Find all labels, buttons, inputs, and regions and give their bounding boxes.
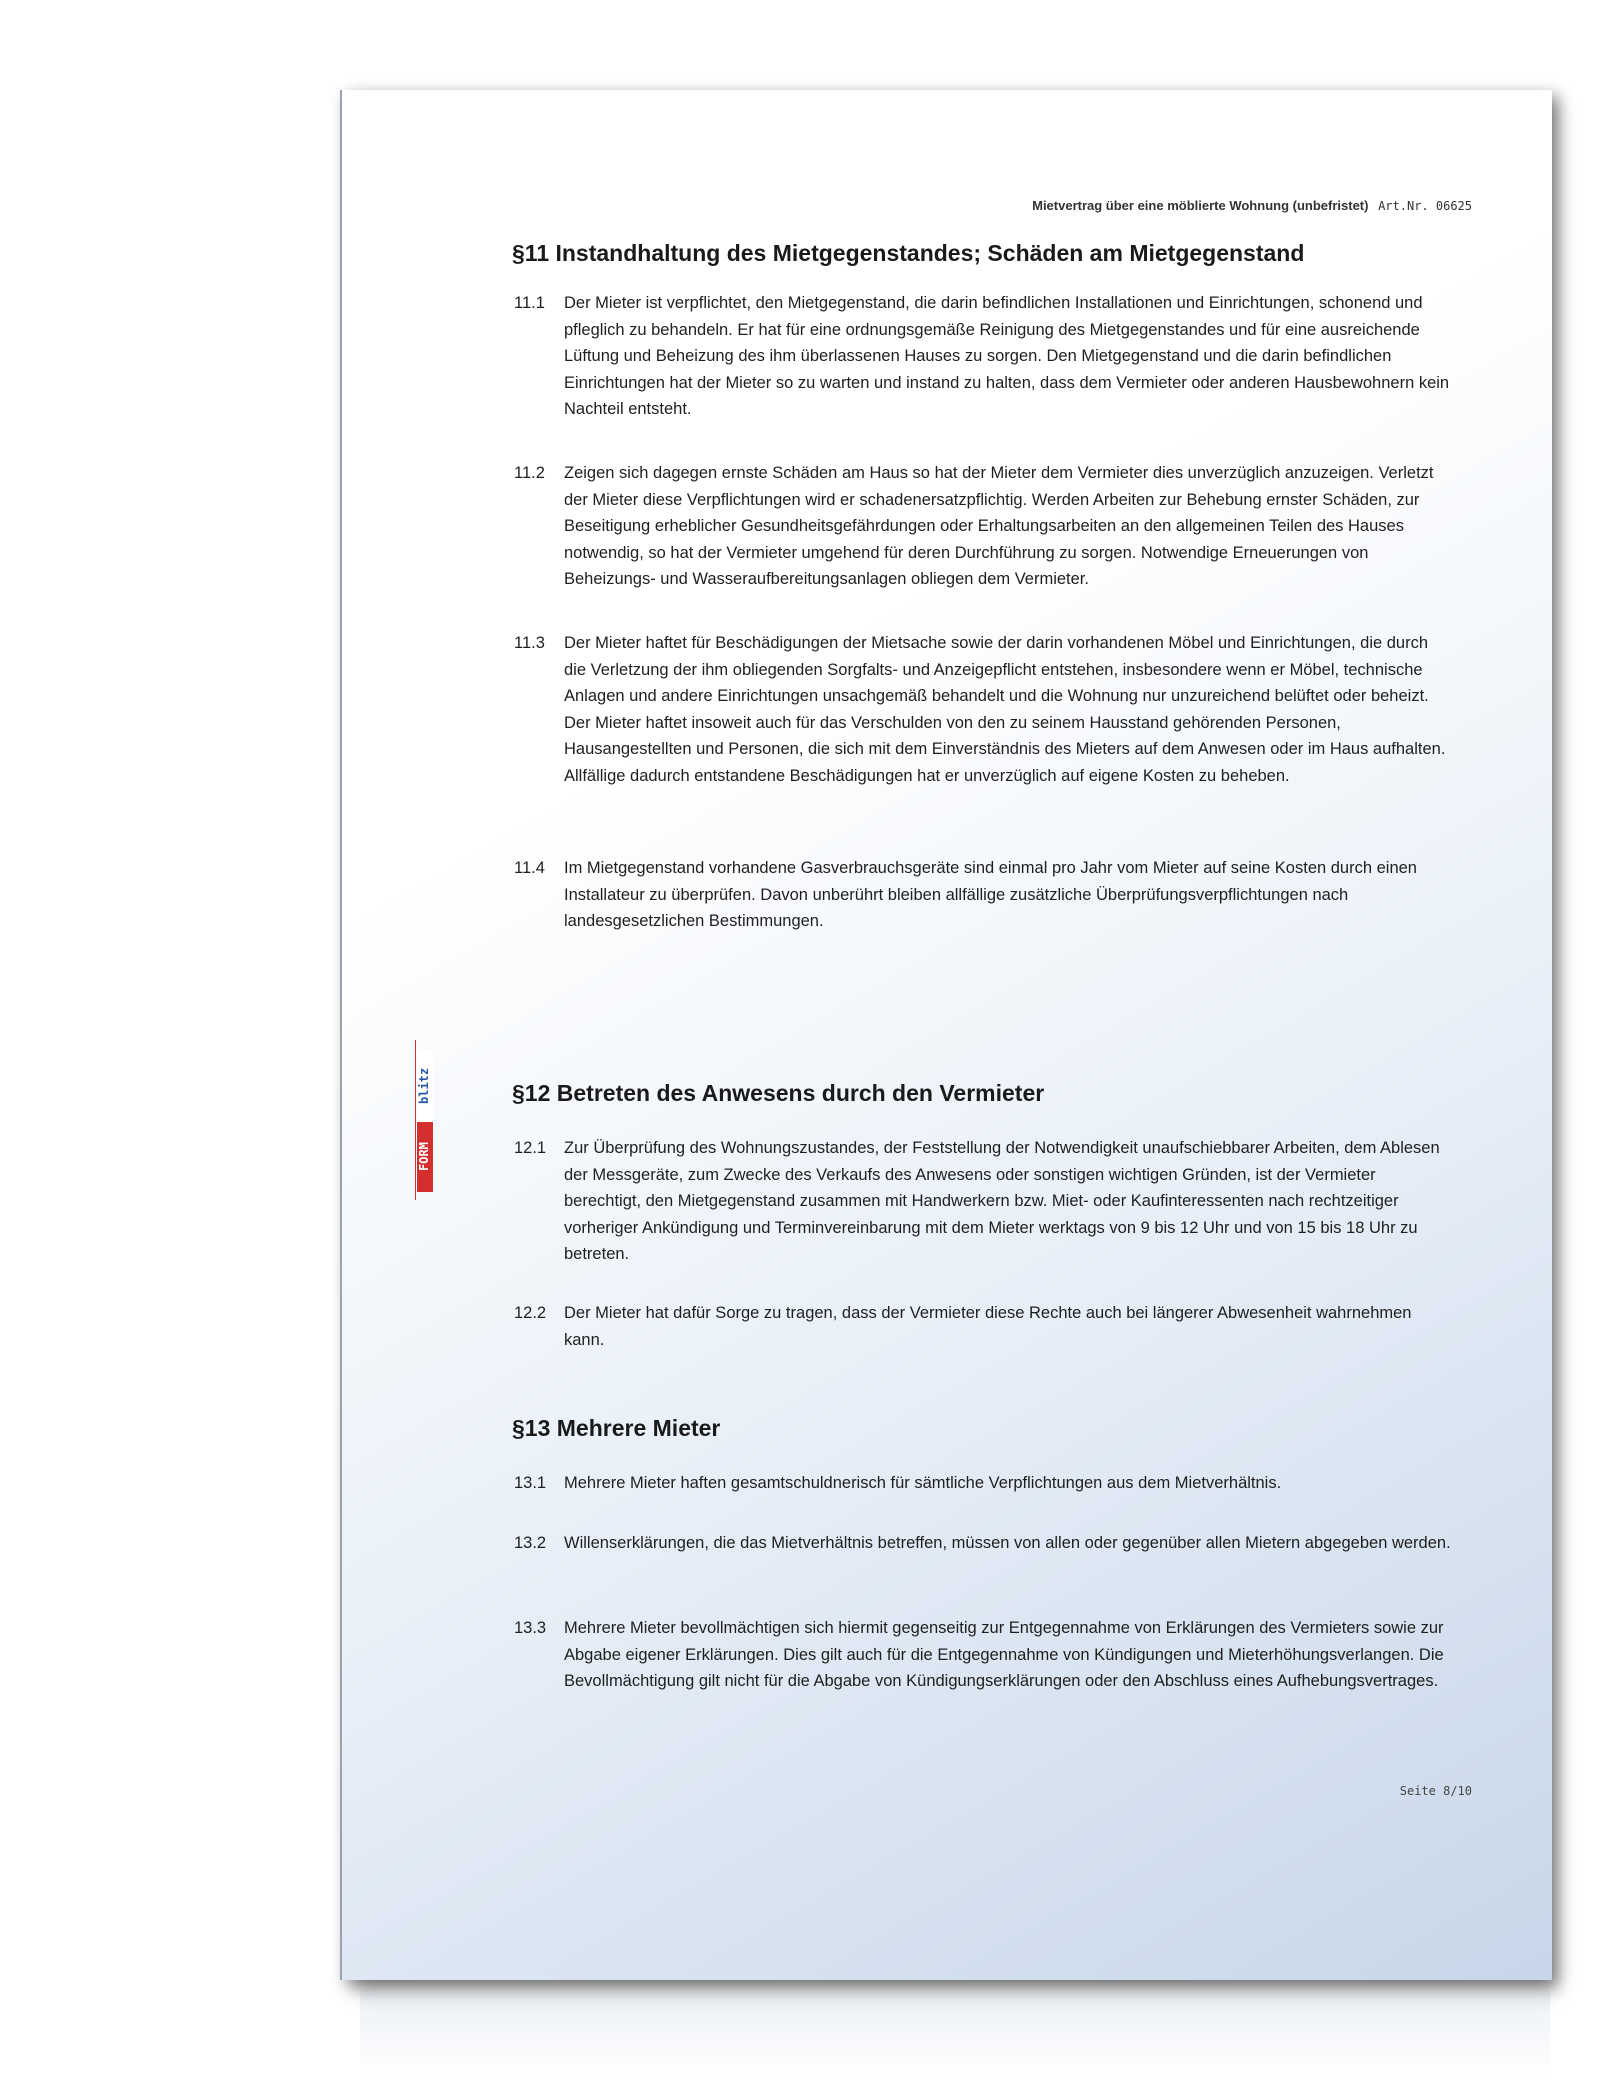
paragraph-11-3 bbox=[514, 630, 1454, 789]
paragraph-text: Willenserklärungen, die das Mietverhältnis betreffen, müssen von allen oder gegenüber allen Mietern abgegeben werden. bbox=[564, 1534, 1451, 1552]
paragraph-number: 11.4 bbox=[514, 859, 545, 877]
paragraph-12-2 bbox=[514, 1300, 1454, 1353]
page-reflection bbox=[360, 1990, 1550, 2080]
paragraph-13-3 bbox=[514, 1615, 1454, 1695]
document-page bbox=[340, 90, 1552, 1980]
paragraph-text: Der Mieter hat dafür Sorge zu tragen, dass der Vermieter diese Rechte auch bei längerer Abwesenheit wahrnehmen kann. bbox=[564, 1304, 1412, 1349]
paragraph-number: 13.2 bbox=[514, 1534, 547, 1552]
document-header bbox=[1032, 198, 1472, 213]
paragraph-11-1 bbox=[514, 290, 1454, 423]
paragraph-12-1 bbox=[514, 1135, 1454, 1268]
section-title-11: §11 Instandhaltung des Mietgegenstandes; Schäden am Mietgegenstand bbox=[512, 240, 1305, 266]
article-number: Art.Nr. 06625 bbox=[1378, 199, 1472, 213]
paragraph-number: 13.3 bbox=[514, 1619, 547, 1637]
logo-line bbox=[415, 1040, 416, 1200]
paragraph-text: Mehrere Mieter haften gesamtschuldnerisch für sämtliche Verpflichtungen aus dem Mietverhältnis. bbox=[564, 1474, 1282, 1492]
formblitz-logo-icon bbox=[417, 1050, 433, 1200]
paragraph-11-4 bbox=[514, 855, 1454, 935]
paragraph-13-2 bbox=[514, 1530, 1454, 1557]
paragraph-13-1 bbox=[514, 1470, 1454, 1497]
paragraph-number: 11.1 bbox=[514, 294, 545, 312]
logo-form: FORM bbox=[417, 1122, 433, 1192]
paragraph-text: Der Mieter haftet für Beschädigungen der Mietsache sowie der darin vorhandenen Möbel und Einrichtungen, die durch die Verletzung der ihm obliegenden Sorgfalts- und Anzeigepflicht entstehen, insbesondere wenn er Möbel, technische Anlagen und andere Einrichtungen unsachgemäß behandelt und die Wohnung nur unzureichend belüftet oder beheizt. Der Mieter haftet insoweit auch für das Verschulden von den zu seinem Hausstand gehörenden Personen, Hausangestellten und Personen, die sich mit dem Einverständnis des Mieters auf dem Anwesen oder im Haus aufhalten. Allfällige dadurch entstandene Beschädigungen hat er unverzüglich auf eigene Kosten zu beheben. bbox=[564, 634, 1446, 785]
paragraph-text: Zur Überprüfung des Wohnungszustandes, der Feststellung der Notwendigkeit unaufschiebbarer Arbeiten, dem Ablesen der Messgeräte, zum Zwecke des Verkaufs des Anwesens oder sonstigen wichtigen Gründen, ist der Vermieter berechtigt, den Mietgegenstand zusammen mit Handwerkern bzw. Miet- oder Kaufinteressenten nach rechtzeitiger vorheriger Ankündigung und Terminvereinbarung mit dem Mieter werktags von 9 bis 12 Uhr und von 15 bis 18 Uhr zu betreten. bbox=[564, 1139, 1440, 1263]
document-header-title: Mietvertrag über eine möblierte Wohnung (unbefristet) bbox=[1032, 198, 1369, 213]
paragraph-number: 12.2 bbox=[514, 1304, 547, 1322]
paragraph-number: 11.3 bbox=[514, 634, 545, 652]
logo-blitz: blitz bbox=[417, 1050, 433, 1122]
paragraph-number: 12.1 bbox=[514, 1139, 547, 1157]
paragraph-text: Mehrere Mieter bevollmächtigen sich hiermit gegenseitig zur Entgegennahme von Erklärungen des Vermieters sowie zur Abgabe eigener Erklärungen. Dies gilt auch für die Entgegennahme von Kündigungen und Mieterhöhungsverlangen. Die Bevollmächtigung gilt nicht für die Abgabe von Kündigungserklärungen oder den Abschluss eines Aufhebungsvertrages. bbox=[564, 1619, 1444, 1690]
paragraph-number: 13.1 bbox=[514, 1474, 547, 1492]
section-title-13: §13 Mehrere Mieter bbox=[512, 1415, 721, 1441]
section-title-12: §12 Betreten des Anwesens durch den Vermieter bbox=[512, 1080, 1045, 1106]
paragraph-text: Der Mieter ist verpflichtet, den Mietgegenstand, die darin befindlichen Installationen und Einrichtungen, schonend und pfleglich zu behandeln. Er hat für eine ordnungsgemäße Reinigung des Mietgegenstandes und für eine ausreichende Lüftung und Beheizung des ihm überlassenen Hauses zu sorgen. Den Mietgegenstand und die darin befindlichen Einrichtungen hat der Mieter so zu warten und instand zu halten, dass dem Vermieter oder anderen Hausbewohnern kein Nachteil entsteht. bbox=[564, 294, 1450, 418]
paragraph-number: 11.2 bbox=[514, 464, 545, 482]
page-number: Seite 8/10 bbox=[1399, 1784, 1472, 1798]
paragraph-text: Zeigen sich dagegen ernste Schäden am Haus so hat der Mieter dem Vermieter dies unverzüglich anzuzeigen. Verletzt der Mieter diese Verpflichtungen wird er schadenersatzpflichtig. Werden Arbeiten zur Behebung ernster Schäden, zur Beseitigung erheblicher Gesundheitsgefährdungen oder Erhaltungsarbeiten an den allgemeinen Teilen des Hauses notwendig, so hat der Vermieter umgehend für deren Durchführung zu sorgen. Notwendige Erneuerungen von Beheizungs- und Wasseraufbereitungsanlagen obliegen dem Vermieter. bbox=[564, 464, 1434, 588]
paragraph-11-2 bbox=[514, 460, 1454, 593]
paragraph-text: Im Mietgegenstand vorhandene Gasverbrauchsgeräte sind einmal pro Jahr vom Mieter auf seine Kosten durch einen Installateur zu überprüfen. Davon unberührt bleiben allfällige zusätzliche Überprüfungsverpflichtungen nach landesgesetzlichen Bestimmungen. bbox=[564, 859, 1417, 930]
